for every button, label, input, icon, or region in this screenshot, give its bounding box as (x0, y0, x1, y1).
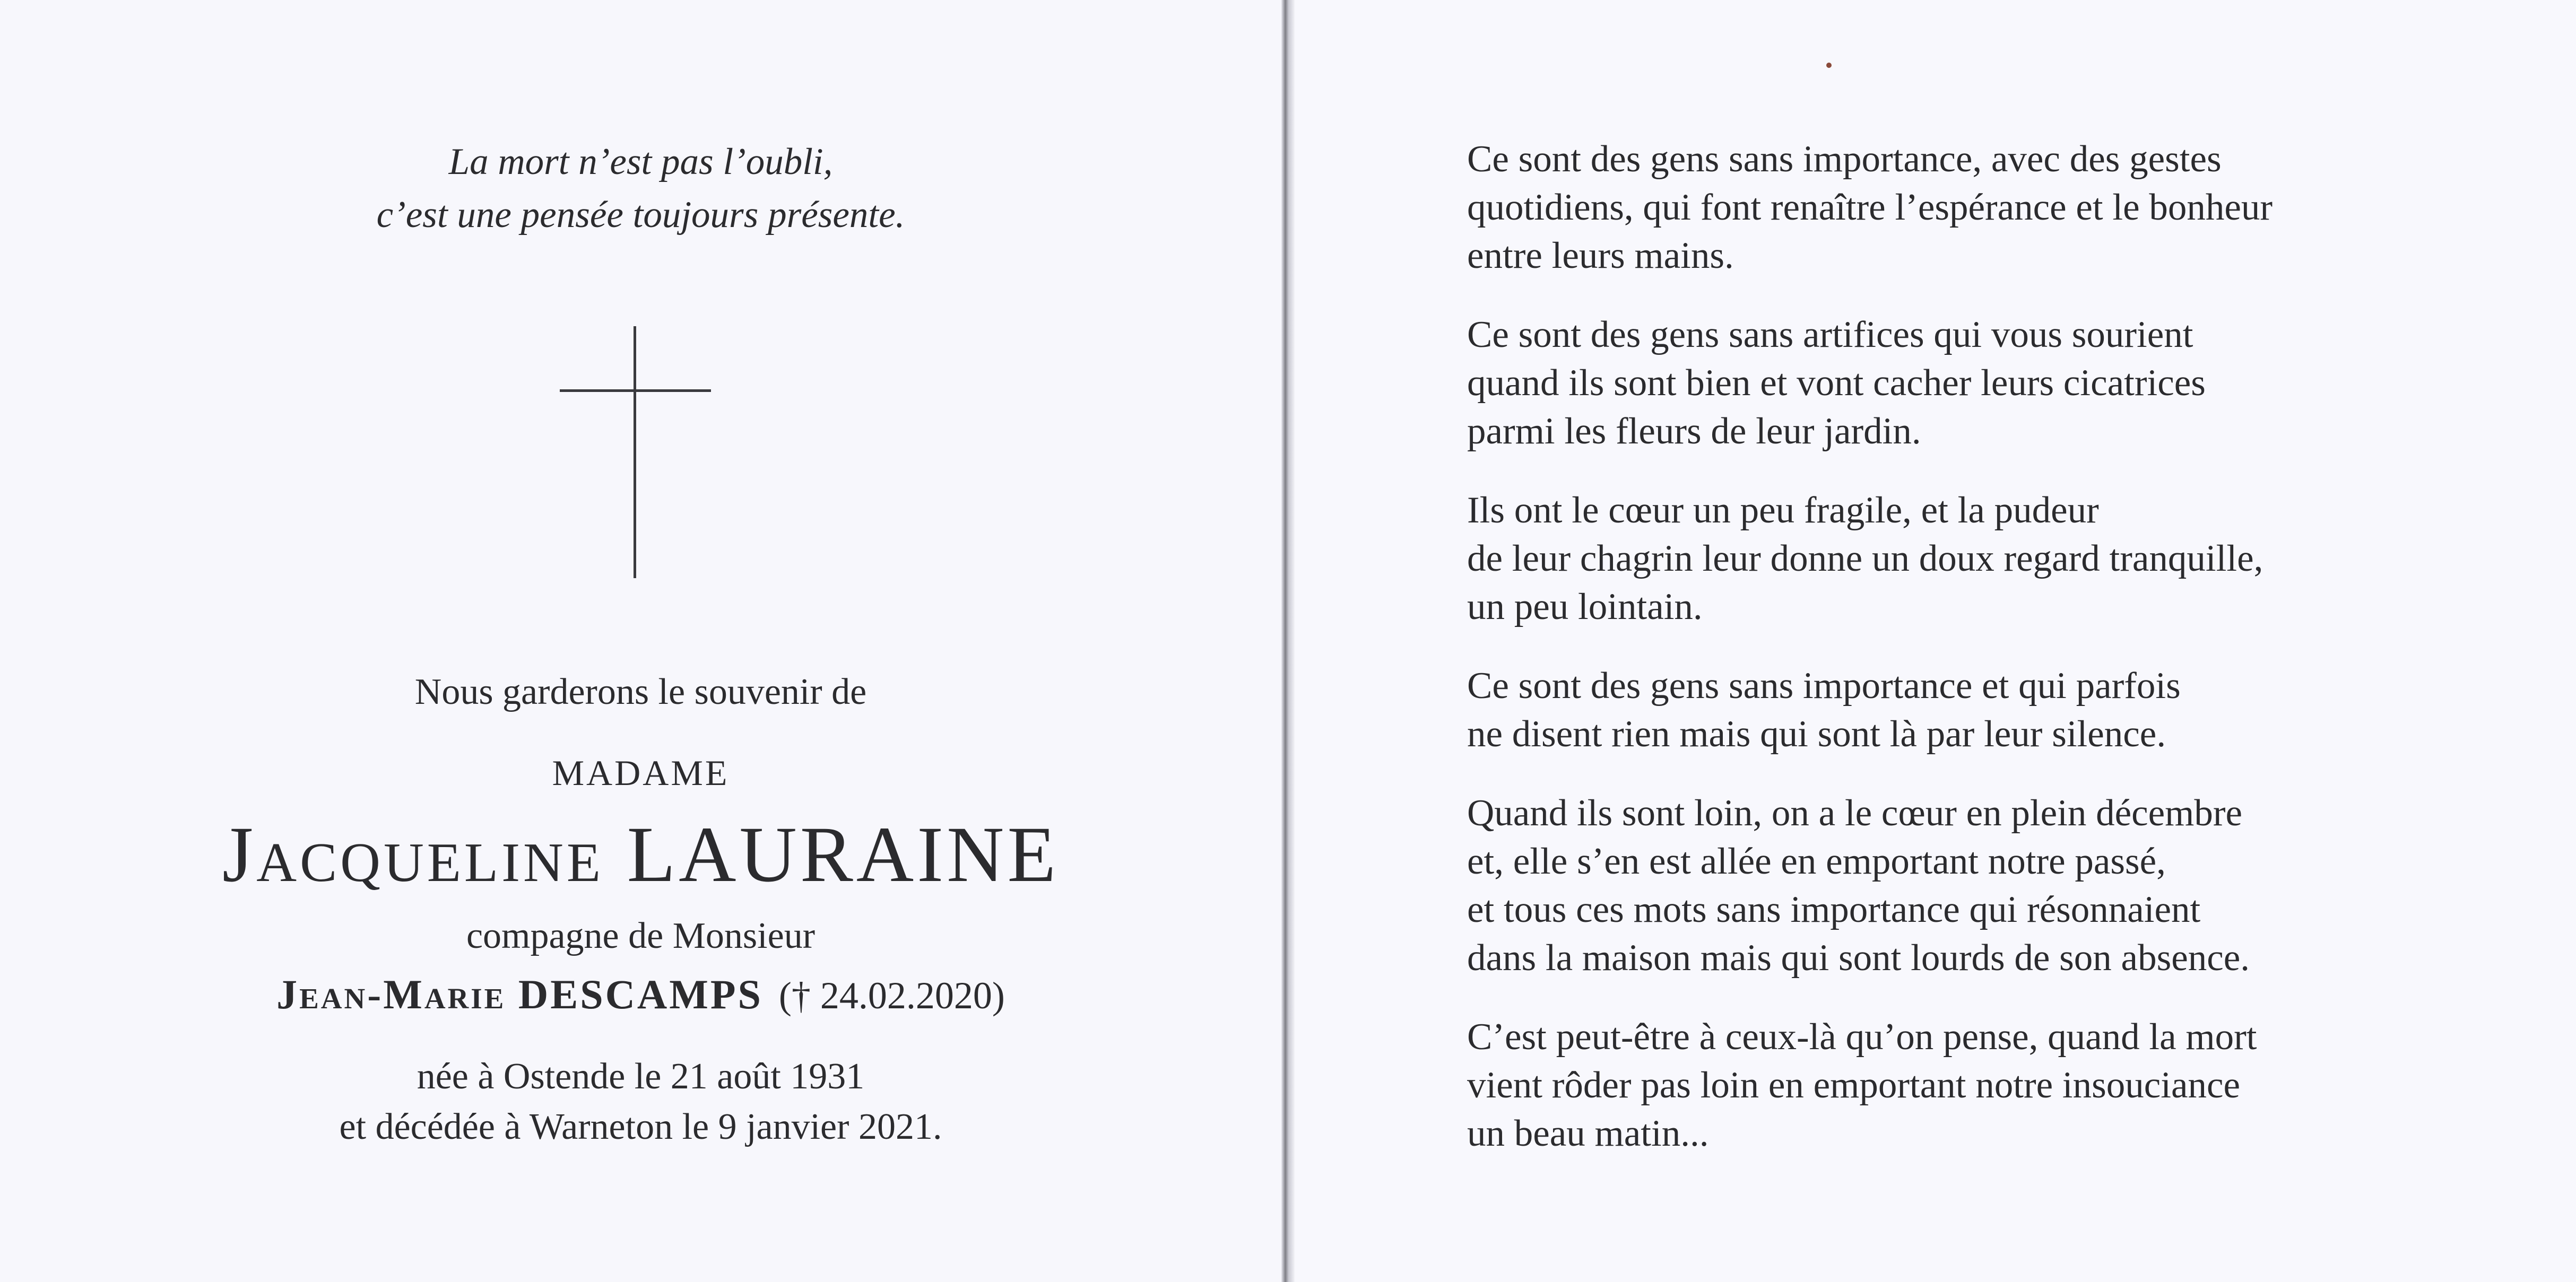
poem-line: quotidiens, qui font renaître l’espérance et le bonheur (1467, 187, 2273, 228)
poem-line: parmi les fleurs de leur jardin. (1467, 411, 1921, 452)
epigraph-quote (0, 135, 1281, 241)
poem-line: et, elle s’en est allée en emportant notre passé, (1467, 841, 2166, 882)
poem-line: Ce sont des gens sans artifices qui vous sourient (1467, 314, 2193, 355)
latin-cross-icon (560, 326, 711, 578)
deceased-first-name: Jacqueline (222, 810, 604, 899)
quote-line-1: La mort n’est pas l’oubli, (448, 141, 833, 182)
partner-death-date: († 24.02.2020) (778, 974, 1005, 1017)
memorial-intro: Nous garderons le souvenir de (414, 671, 867, 712)
poem-stanza (1467, 135, 2528, 280)
poem-line: un beau matin... (1467, 1113, 1709, 1154)
poem-line: et tous ces mots sans importance qui résonnaient (1467, 889, 2201, 930)
partner-name: Jean-Marie DESCAMPS (276, 971, 763, 1017)
deceased-last-name: LAURAINE (627, 810, 1060, 899)
partner-line (0, 971, 1281, 1018)
poem-line: Ils ont le cœur un peu fragile, et la pudeur (1467, 490, 2099, 531)
companion-line: compagne de Monsieur (466, 915, 816, 956)
poem-line: vient rôder pas loin en emportant notre insouciance (1467, 1065, 2240, 1106)
poem-stanza (1467, 789, 2528, 982)
poem-line: Ce sont des gens sans importance, avec des gestes (1467, 138, 2222, 180)
honorific: MADAME (552, 753, 730, 793)
poem-line: dans la maison mais qui sont lourds de son absence. (1467, 937, 2250, 979)
poem-line: un peu lointain. (1467, 586, 1703, 627)
card-fold (1281, 0, 1295, 1282)
poem (1467, 135, 2528, 1189)
quote-line-2: c’est une pensée toujours présente. (376, 194, 905, 236)
paper-speck (1826, 63, 1832, 68)
poem-stanza (1467, 1013, 2528, 1158)
poem-line: entre leurs mains. (1467, 235, 1734, 276)
poem-line: quand ils sont bien et vont cacher leurs cicatrices (1467, 362, 2206, 404)
left-page (0, 0, 1281, 1282)
poem-line: Ce sont des gens sans importance et qui parfois (1467, 665, 2181, 707)
death-line: et décédée à Warneton le 9 janvier 2021. (339, 1106, 942, 1147)
poem-stanza (1467, 662, 2528, 758)
poem-line: C’est peut-être à ceux-là qu’on pense, quand la mort (1467, 1016, 2257, 1058)
poem-line: ne disent rien mais qui sont là par leur silence. (1467, 713, 2166, 755)
poem-stanza (1467, 486, 2528, 631)
deceased-name (0, 809, 1281, 900)
poem-line: de leur chagrin leur donne un doux regard tranquille, (1467, 538, 2263, 579)
poem-stanza (1467, 311, 2528, 456)
birth-line: née à Ostende le 21 août 1931 (417, 1056, 865, 1097)
poem-line: Quand ils sont loin, on a le cœur en plein décembre (1467, 792, 2243, 834)
